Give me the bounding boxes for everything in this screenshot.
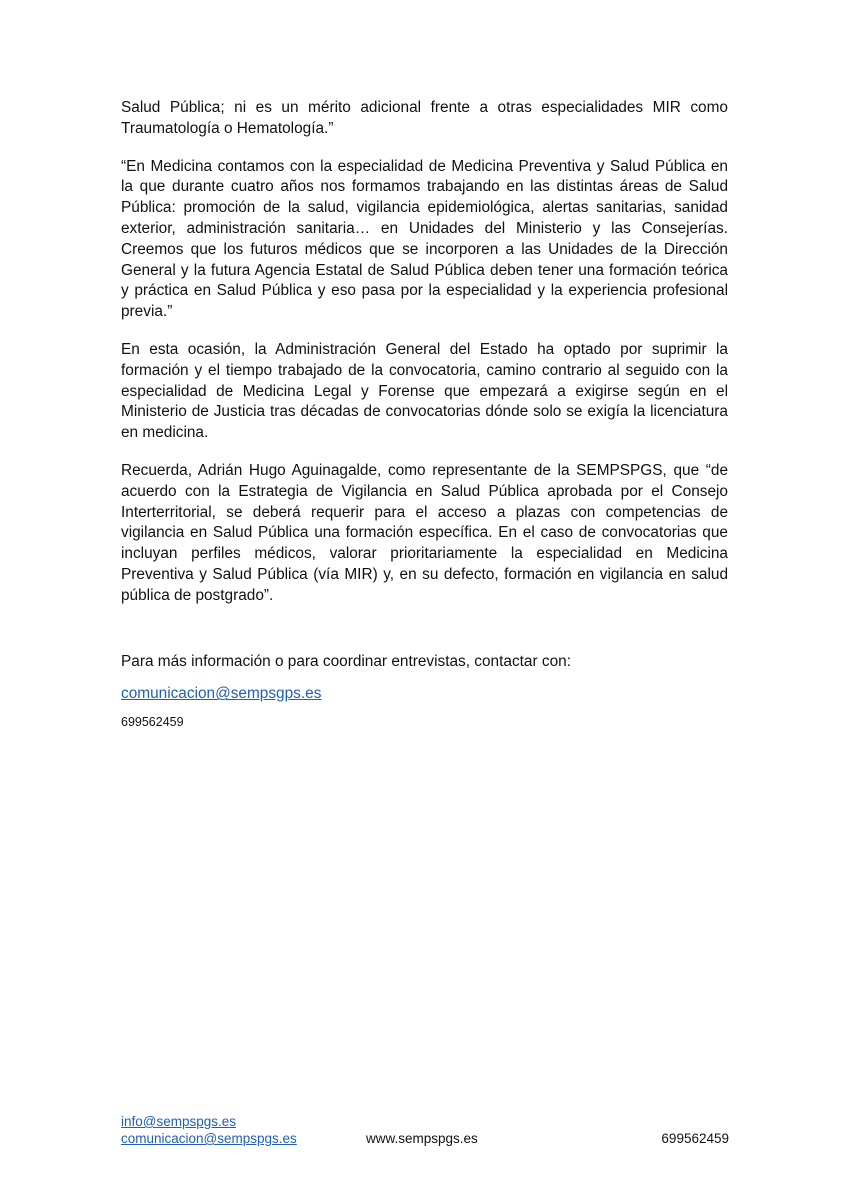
document-body <box>121 98 728 731</box>
contact-intro: Para más información o para coordinar entrevistas, contactar con: <box>121 652 571 670</box>
contact-email-link[interactable]: comunicacion@sempsgps.es <box>121 685 322 703</box>
paragraph-continuation: Salud Pública; ni es un mérito adicional frente a otras especialidades MIR como Traumatología o Hematología.” <box>121 99 728 137</box>
paragraph-administracion: En esta ocasión, la Administración General del Estado ha optado por suprimir la formación y el tiempo trabajado de la convocatoria, camino contrario al seguido con la especialidad de Medicina Legal y Forense que empezará a exigirse según en el Ministerio de Justicia tras décadas de convocatorias dónde solo se exigía la licenciatura en medicina. <box>121 340 728 442</box>
paragraph-recuerda: Recuerda, Adrián Hugo Aguinagalde, como representante de la SEMPSPGS, que “de acuerdo con la Estrategia de Vigilancia en Salud Pública aprobada por el Consejo Interterritorial, se deberá requerir para el acceso a plazas con competencias de vigilancia en Salud Pública una formación específica. En el caso de convocatorias que incluyan perfiles médicos, valorar prioritariamente la especialidad en Medicina Preventiva y Salud Pública (vía MIR) y, en su defecto, formación en vigilancia en salud pública de postgrado”. <box>121 461 728 604</box>
contact-phone: 699562459 <box>121 715 184 730</box>
footer-website: www.sempspgs.es <box>366 1131 478 1146</box>
page-footer <box>121 1113 729 1147</box>
footer-comunicacion-email-link[interactable]: comunicacion@sempspgs.es <box>121 1131 297 1146</box>
footer-phone: 699562459 <box>661 1131 729 1146</box>
footer-info-email-link[interactable]: info@sempspgs.es <box>121 1114 237 1129</box>
paragraph-quote-medicina: “En Medicina contamos con la especialidad de Medicina Preventiva y Salud Pública en la que durante cuatro años nos formamos trabajando en las distintas áreas de Salud Pública: promoción de la salud, vigilancia epidemiológica, alertas sanitarias, sanidad exterior, administración sanitaria… en Unidades del Ministerio y las Consejerías. Creemos que los futuros médicos que se incorporen a las Unidades de la Dirección General y la futura Agencia Estatal de Salud Pública deben tener una formación teórica y práctica en Salud Pública y eso pasa por la especialidad y la experiencia profesional previa.” <box>121 157 728 321</box>
footer-row-1 <box>121 1113 729 1130</box>
footer-row-2 <box>121 1130 729 1147</box>
